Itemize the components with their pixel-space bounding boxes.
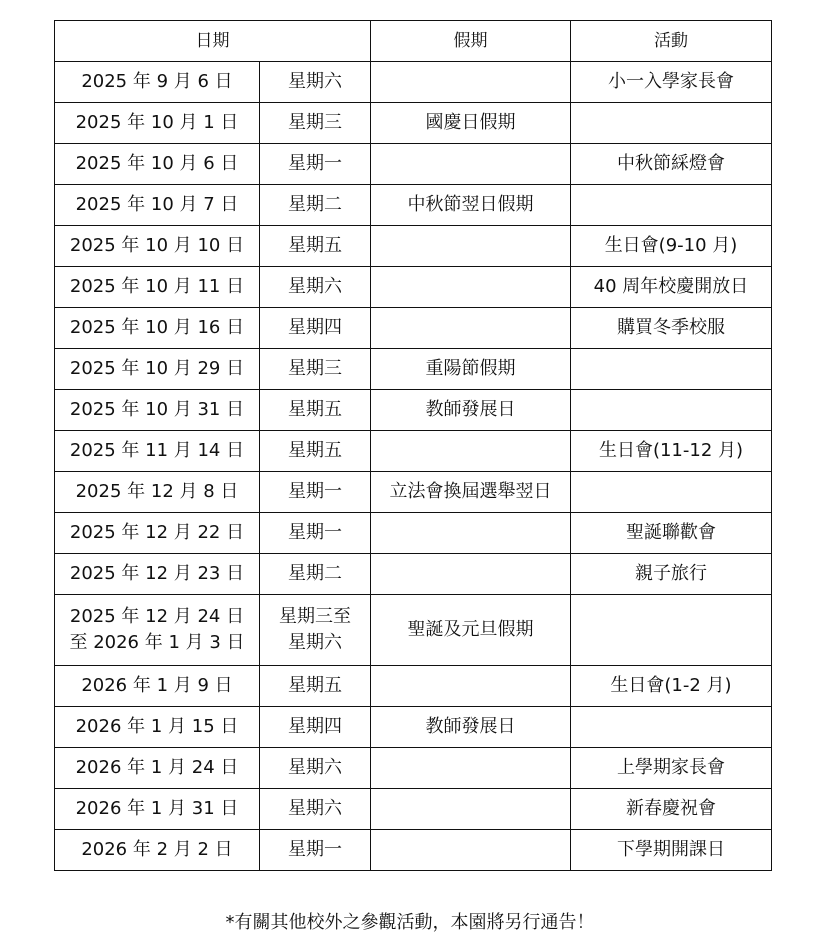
date-cell: 2025 年 10 月 29 日: [55, 349, 260, 390]
school-calendar-table: [54, 20, 772, 871]
table-row: [55, 62, 772, 103]
holiday-cell: 立法會換屆選舉翌日: [371, 472, 571, 513]
date-cell: 2026 年 1 月 9 日: [55, 666, 260, 707]
table-row: [55, 513, 772, 554]
weekday-cell: 星期五: [260, 226, 371, 267]
activity-cell: 生日會(11-12 月): [571, 431, 772, 472]
weekday-cell: 星期三: [260, 349, 371, 390]
weekday-cell: 星期四: [260, 308, 371, 349]
weekday-cell: 星期六: [260, 62, 371, 103]
activity-cell: 新春慶祝會: [571, 789, 772, 830]
date-cell: 2025 年 9 月 6 日: [55, 62, 260, 103]
holiday-cell: 重陽節假期: [371, 349, 571, 390]
date-cell: 2025 年 10 月 10 日: [55, 226, 260, 267]
holiday-cell: [371, 144, 571, 185]
activity-cell: [571, 185, 772, 226]
table-row: [55, 554, 772, 595]
activity-cell: 生日會(9-10 月): [571, 226, 772, 267]
date-cell: 2025 年 10 月 6 日: [55, 144, 260, 185]
activity-cell: 購買冬季校服: [571, 308, 772, 349]
weekday-range-end: 星期六: [288, 632, 342, 653]
table-row: [55, 472, 772, 513]
weekday-cell: 星期五: [260, 390, 371, 431]
weekday-cell: 星期一: [260, 830, 371, 871]
holiday-cell: 教師發展日: [371, 390, 571, 431]
table-row: [55, 789, 772, 830]
holiday-cell: [371, 830, 571, 871]
holiday-cell: [371, 748, 571, 789]
table-row: [55, 595, 772, 666]
holiday-cell: [371, 789, 571, 830]
weekday-range-start: 星期三至: [279, 606, 351, 627]
holiday-cell: [371, 267, 571, 308]
table-row: [55, 666, 772, 707]
weekday-cell: 星期五: [260, 666, 371, 707]
table-row: [55, 707, 772, 748]
header-holiday: 假期: [371, 21, 571, 62]
weekday-cell: 星期二: [260, 185, 371, 226]
date-cell: [55, 595, 260, 666]
activity-cell: 親子旅行: [571, 554, 772, 595]
holiday-cell: 教師發展日: [371, 707, 571, 748]
date-range-end: 至 2026 年 1 月 3 日: [69, 632, 245, 653]
date-cell: 2025 年 12 月 23 日: [55, 554, 260, 595]
holiday-cell: [371, 62, 571, 103]
table-row: [55, 349, 772, 390]
weekday-cell: 星期六: [260, 789, 371, 830]
date-range-start: 2025 年 12 月 24 日: [69, 606, 245, 627]
weekday-cell: 星期五: [260, 431, 371, 472]
activity-cell: [571, 472, 772, 513]
table-row: [55, 748, 772, 789]
date-cell: 2025 年 10 月 11 日: [55, 267, 260, 308]
holiday-cell: 國慶日假期: [371, 103, 571, 144]
activity-cell: 中秋節綵燈會: [571, 144, 772, 185]
holiday-cell: [371, 554, 571, 595]
date-cell: 2026 年 1 月 31 日: [55, 789, 260, 830]
table-row: [55, 267, 772, 308]
holiday-cell: [371, 226, 571, 267]
activity-cell: [571, 595, 772, 666]
header-activity: 活動: [571, 21, 772, 62]
table-row: [55, 144, 772, 185]
weekday-cell: 星期六: [260, 748, 371, 789]
weekday-cell: [260, 595, 371, 666]
date-cell: 2025 年 12 月 8 日: [55, 472, 260, 513]
date-cell: 2026 年 1 月 15 日: [55, 707, 260, 748]
table-row: [55, 431, 772, 472]
activity-cell: 聖誕聯歡會: [571, 513, 772, 554]
weekday-cell: 星期一: [260, 144, 371, 185]
date-cell: 2025 年 10 月 7 日: [55, 185, 260, 226]
weekday-cell: 星期二: [260, 554, 371, 595]
weekday-cell: 星期六: [260, 267, 371, 308]
date-cell: 2025 年 12 月 22 日: [55, 513, 260, 554]
holiday-cell: [371, 431, 571, 472]
date-cell: 2026 年 1 月 24 日: [55, 748, 260, 789]
date-cell: 2025 年 10 月 1 日: [55, 103, 260, 144]
header-date: 日期: [55, 21, 371, 62]
table-header-row: [55, 21, 772, 62]
holiday-cell: 中秋節翌日假期: [371, 185, 571, 226]
holiday-cell: [371, 513, 571, 554]
table-row: [55, 226, 772, 267]
activity-cell: [571, 349, 772, 390]
activity-cell: 下學期開課日: [571, 830, 772, 871]
table-row: [55, 103, 772, 144]
holiday-cell: [371, 308, 571, 349]
footnote: *有關其他校外之參觀活動，本園將另行通告！: [225, 912, 595, 933]
date-cell: 2025 年 10 月 16 日: [55, 308, 260, 349]
holiday-cell: [371, 666, 571, 707]
table-row: [55, 185, 772, 226]
date-cell: 2025 年 11 月 14 日: [55, 431, 260, 472]
activity-cell: 生日會(1-2 月): [571, 666, 772, 707]
activity-cell: [571, 707, 772, 748]
weekday-cell: 星期三: [260, 103, 371, 144]
holiday-cell: 聖誕及元旦假期: [371, 595, 571, 666]
weekday-cell: 星期一: [260, 472, 371, 513]
table-row: [55, 830, 772, 871]
activity-cell: [571, 390, 772, 431]
table-row: [55, 390, 772, 431]
date-cell: 2026 年 2 月 2 日: [55, 830, 260, 871]
activity-cell: [571, 103, 772, 144]
activity-cell: 40 周年校慶開放日: [571, 267, 772, 308]
table-row: [55, 308, 772, 349]
weekday-cell: 星期四: [260, 707, 371, 748]
activity-cell: 上學期家長會: [571, 748, 772, 789]
activity-cell: 小一入學家長會: [571, 62, 772, 103]
weekday-cell: 星期一: [260, 513, 371, 554]
date-cell: 2025 年 10 月 31 日: [55, 390, 260, 431]
